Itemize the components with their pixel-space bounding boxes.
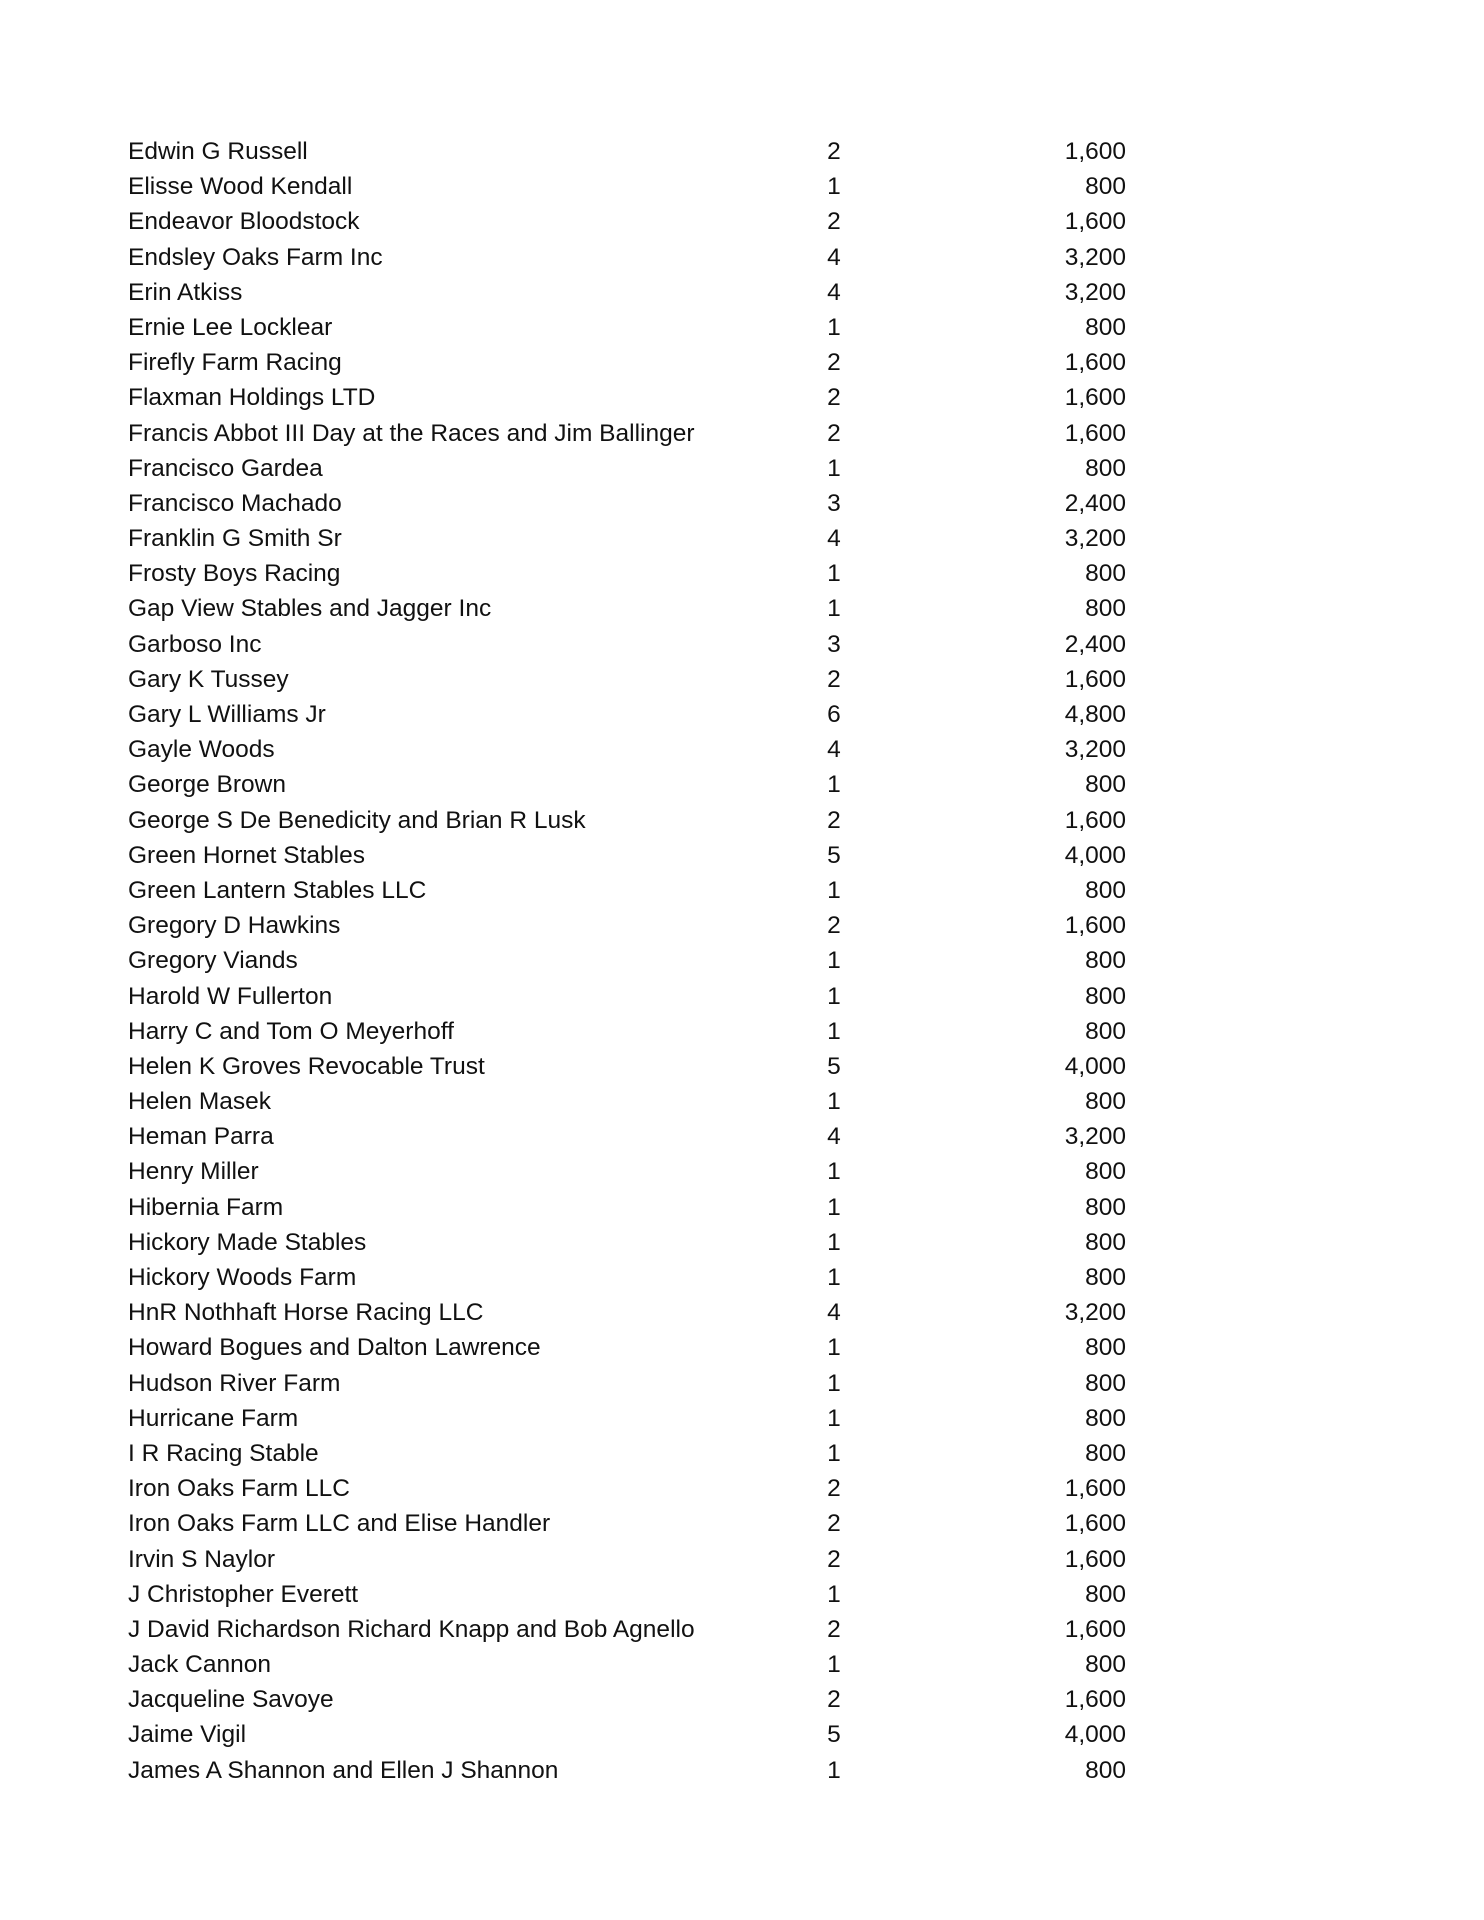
amount-cell: 800 [1085,173,1126,201]
count-cell: 1 [827,1017,841,1045]
owner-name: Erin Atkiss [128,278,243,306]
table-row [128,591,1126,626]
amount-cell: 800 [1085,1580,1126,1608]
owner-name: Harold W Fullerton [128,982,333,1010]
table-row [128,1366,1126,1401]
table-row [128,838,1126,873]
count-cell: 2 [827,208,841,236]
table-row [128,345,1126,380]
owner-name: Helen K Groves Revocable Trust [128,1052,485,1080]
amount-cell: 3,200 [1064,1123,1126,1151]
table-row [128,873,1126,908]
count-cell: 3 [827,489,841,517]
count-cell: 1 [827,1334,841,1362]
count-cell: 2 [827,1615,841,1643]
table-row [128,1260,1126,1295]
count-cell: 2 [827,384,841,412]
table-row [128,697,1126,732]
count-cell: 1 [827,173,841,201]
amount-cell: 3,200 [1064,525,1126,553]
owner-name: Francisco Gardea [128,454,323,482]
table-row [128,1436,1126,1471]
owner-name: Helen Masek [128,1088,271,1116]
count-cell: 2 [827,349,841,377]
amount-cell: 800 [1085,560,1126,588]
count-cell: 3 [827,630,841,658]
owner-name: Harry C and Tom O Meyerhoff [128,1017,454,1045]
owner-name: Hudson River Farm [128,1369,341,1397]
count-cell: 2 [827,1475,841,1503]
amount-cell: 1,600 [1064,1686,1126,1714]
count-cell: 1 [827,1439,841,1467]
table-row [128,1330,1126,1365]
owner-name: Gary K Tussey [128,665,289,693]
owner-table [128,134,1126,1788]
table-row [128,662,1126,697]
amount-cell: 4,000 [1064,841,1126,869]
owner-name: Jack Cannon [128,1651,272,1679]
count-cell: 2 [827,806,841,834]
count-cell: 6 [827,701,841,728]
count-cell: 2 [827,1686,841,1714]
table-row [128,803,1126,838]
table-row [128,1682,1126,1717]
count-cell: 1 [827,1228,841,1256]
amount-cell: 800 [1085,876,1126,904]
amount-cell: 800 [1085,454,1126,482]
count-cell: 4 [827,736,841,764]
count-cell: 1 [827,771,841,799]
amount-cell: 1,600 [1064,1545,1126,1573]
count-cell: 1 [827,560,841,588]
amount-cell: 800 [1085,1651,1126,1679]
owner-name: Gayle Woods [128,736,275,764]
owner-name: Franklin G Smith Sr [128,525,342,553]
count-cell: 5 [827,1721,841,1749]
count-cell: 5 [827,841,841,869]
owner-name: Green Hornet Stables [128,841,365,869]
count-cell: 2 [827,665,841,693]
table-row [128,240,1126,275]
owner-name: Francisco Machado [128,489,342,517]
table-row [128,486,1126,521]
amount-cell: 4,800 [1064,701,1126,728]
count-cell: 1 [827,982,841,1010]
amount-cell: 3,200 [1064,1299,1126,1327]
owner-name: J David Richardson Richard Knapp and Bob Agnello [128,1615,695,1643]
table-row [128,169,1126,204]
owner-name: Gregory Viands [128,947,298,975]
amount-cell: 1,600 [1064,665,1126,693]
owner-name: Green Lantern Stables LLC [128,876,427,904]
table-row [128,1612,1126,1647]
table-row [128,275,1126,310]
amount-cell: 1,600 [1064,419,1126,447]
table-row [128,1014,1126,1049]
owner-name: Iron Oaks Farm LLC and Elise Handler [128,1510,551,1538]
count-cell: 4 [827,1123,841,1151]
amount-cell: 1,600 [1064,349,1126,377]
count-cell: 1 [827,1580,841,1608]
amount-cell: 1,600 [1064,1615,1126,1643]
amount-cell: 1,600 [1064,1510,1126,1538]
count-cell: 4 [827,278,841,306]
count-cell: 2 [827,1545,841,1573]
table-row [128,767,1126,802]
amount-cell: 4,000 [1064,1721,1126,1749]
amount-cell: 3,200 [1064,278,1126,306]
table-row [128,1154,1126,1189]
owner-name: J Christopher Everett [128,1580,359,1608]
count-cell: 4 [827,243,841,271]
table-row [128,627,1126,662]
amount-cell: 3,200 [1064,243,1126,271]
amount-cell: 1,600 [1064,1475,1126,1503]
owner-name: Hibernia Farm [128,1193,284,1221]
owner-name: Howard Bogues and Dalton Lawrence [128,1334,541,1362]
count-cell: 2 [827,419,841,447]
table-row [128,416,1126,451]
amount-cell: 1,600 [1064,208,1126,236]
owner-name: HnR Nothhaft Horse Racing LLC [128,1299,484,1327]
amount-cell: 800 [1085,1404,1126,1432]
count-cell: 1 [827,595,841,623]
owner-name: Garboso Inc [128,630,262,658]
table-row [128,1577,1126,1612]
table-row [128,1717,1126,1752]
table-row [128,1190,1126,1225]
amount-cell: 800 [1085,1369,1126,1397]
count-cell: 2 [827,1510,841,1538]
count-cell: 1 [827,947,841,975]
owner-name: Frosty Boys Racing [128,560,341,588]
table-row [128,1471,1126,1506]
amount-cell: 800 [1085,947,1126,975]
owner-name: Ernie Lee Locklear [128,313,333,341]
amount-cell: 800 [1085,1264,1126,1291]
table-row [128,1753,1126,1788]
table-row [128,1049,1126,1084]
owner-name: James A Shannon and Ellen J Shannon [128,1756,559,1784]
amount-cell: 1,600 [1064,384,1126,412]
owner-name: George Brown [128,771,286,799]
owner-name: Irvin S Naylor [128,1545,276,1573]
owner-name: Gary L Williams Jr [128,701,326,728]
count-cell: 5 [827,1052,841,1080]
count-cell: 4 [827,1299,841,1327]
owner-name: Jaime Vigil [128,1721,247,1749]
owner-name: Hurricane Farm [128,1404,299,1432]
table-row [128,1119,1126,1154]
table-row [128,451,1126,486]
table-row [128,380,1126,415]
owner-name: Flaxman Holdings LTD [128,384,376,412]
count-cell: 1 [827,1264,841,1291]
owner-name: George S De Benedicity and Brian R Lusk [128,806,586,834]
count-cell: 1 [827,1404,841,1432]
amount-cell: 2,400 [1064,630,1126,658]
table-row [128,521,1126,556]
amount-cell: 2,400 [1064,489,1126,517]
table-row [128,979,1126,1014]
owner-name: Heman Parra [128,1123,274,1151]
owner-name: Hickory Made Stables [128,1228,367,1256]
owner-name: Firefly Farm Racing [128,349,342,377]
table-row [128,1506,1126,1541]
table-row [128,943,1126,978]
table-row [128,556,1126,591]
owner-name: Edwin G Russell [128,138,308,165]
table-row [128,1084,1126,1119]
count-cell: 1 [827,313,841,341]
owner-name: Endsley Oaks Farm Inc [128,243,383,271]
table-row [128,1295,1126,1330]
amount-cell: 800 [1085,595,1126,623]
count-cell: 2 [827,138,841,165]
amount-cell: 800 [1085,1193,1126,1221]
amount-cell: 800 [1085,313,1126,341]
count-cell: 2 [827,912,841,940]
count-cell: 1 [827,1651,841,1679]
table-row [128,908,1126,943]
table-row [128,134,1126,169]
amount-cell: 1,600 [1064,806,1126,834]
count-cell: 1 [827,1088,841,1116]
amount-cell: 800 [1085,1228,1126,1256]
owner-name: Jacqueline Savoye [128,1686,334,1714]
count-cell: 1 [827,1193,841,1221]
owner-name: Endeavor Bloodstock [128,208,360,236]
count-cell: 1 [827,876,841,904]
count-cell: 1 [827,1158,841,1186]
count-cell: 1 [827,454,841,482]
owner-name: Hickory Woods Farm [128,1264,357,1291]
table-row [128,204,1126,239]
owner-name: Gap View Stables and Jagger Inc [128,595,492,623]
amount-cell: 800 [1085,982,1126,1010]
amount-cell: 800 [1085,1334,1126,1362]
table-row [128,732,1126,767]
amount-cell: 800 [1085,1158,1126,1186]
table-row [128,1225,1126,1260]
table-row [128,1542,1126,1577]
owner-name: Gregory D Hawkins [128,912,341,940]
amount-cell: 1,600 [1064,912,1126,940]
amount-cell: 800 [1085,1439,1126,1467]
table-row [128,310,1126,345]
amount-cell: 800 [1085,1088,1126,1116]
amount-cell: 800 [1085,1017,1126,1045]
amount-cell: 4,000 [1064,1052,1126,1080]
amount-cell: 3,200 [1064,736,1126,764]
owner-name: Henry Miller [128,1158,259,1186]
owner-name: Elisse Wood Kendall [128,173,353,201]
amount-cell: 800 [1085,1756,1126,1784]
amount-cell: 1,600 [1064,138,1126,165]
amount-cell: 800 [1085,771,1126,799]
count-cell: 1 [827,1369,841,1397]
table-row [128,1401,1126,1436]
count-cell: 1 [827,1756,841,1784]
owner-name: Francis Abbot III Day at the Races and Jim Ballinger [128,419,695,447]
owner-name: Iron Oaks Farm LLC [128,1475,350,1503]
owner-name: I R Racing Stable [128,1439,319,1467]
count-cell: 4 [827,525,841,553]
table-row [128,1647,1126,1682]
